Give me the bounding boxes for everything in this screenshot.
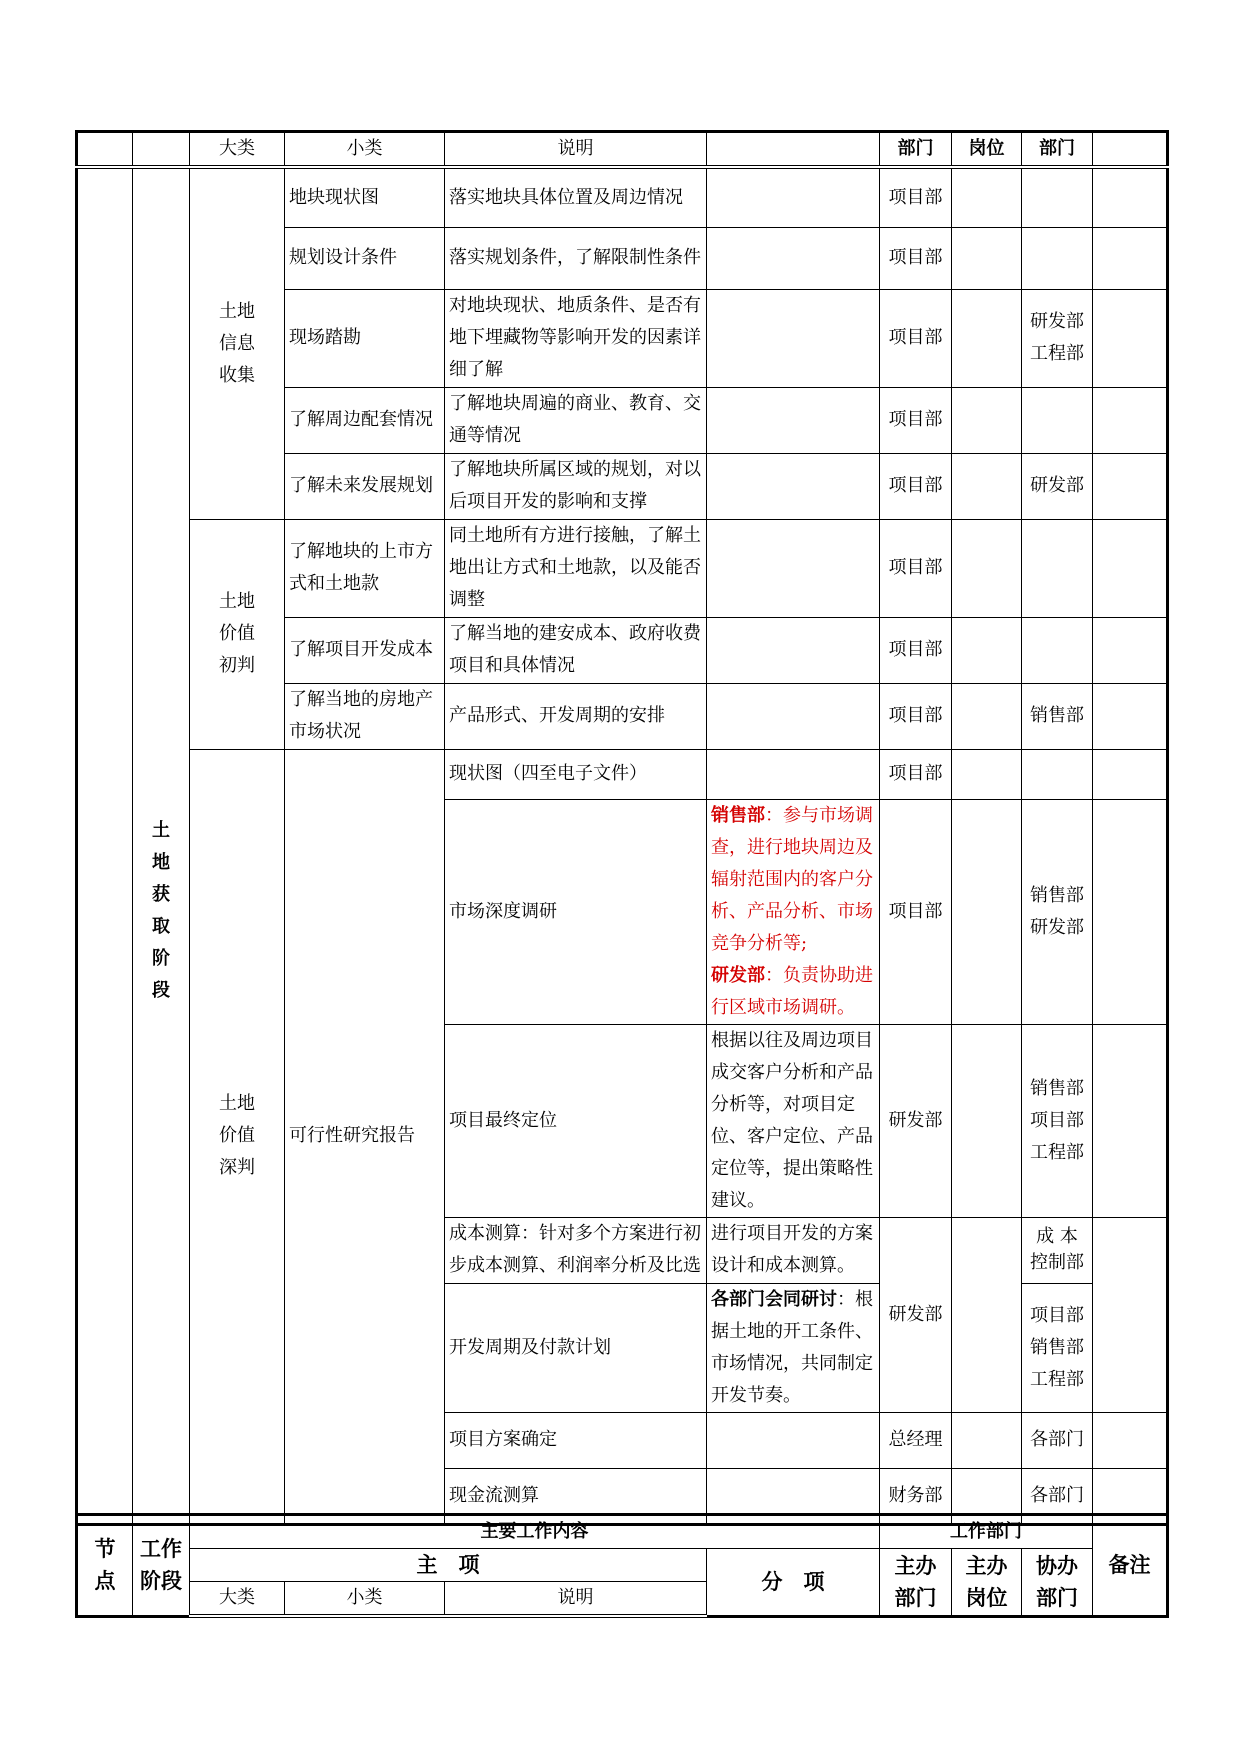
lead-post — [952, 1024, 1022, 1217]
lead-dept: 项目部 — [880, 683, 952, 749]
description: 了解地块所属区域的规划，对以后项目开发的影响和支撑 — [445, 453, 707, 519]
category-info-collect: 土地 信息 收集 — [190, 167, 285, 519]
lead-dept: 研发部 — [880, 1024, 952, 1217]
header-main-item: 主 项 — [190, 1549, 707, 1582]
header-minor: 小类 — [285, 1582, 445, 1617]
lead-post — [952, 683, 1022, 749]
lead-post — [952, 617, 1022, 683]
category-value-initial: 土地 价值 初判 — [190, 519, 285, 749]
description: 项目最终定位 — [445, 1024, 707, 1217]
table-row — [77, 167, 1168, 227]
description: 落实地块具体位置及周边情况 — [445, 167, 707, 227]
table-row — [77, 519, 1168, 617]
description: 了解地块周遍的商业、教育、交通等情况 — [445, 387, 707, 453]
lead-dept: 项目部 — [880, 519, 952, 617]
lead-post — [952, 453, 1022, 519]
note-text: ：根据土地的开工条件、市场情况，共同制定开发节奏。 — [711, 1288, 873, 1406]
sub-detail — [707, 749, 880, 799]
lead-post — [952, 799, 1022, 1024]
description: 了解当地的建安成本、政府收费项目和具体情况 — [445, 617, 707, 683]
assist-dept: 研发部 — [1022, 453, 1093, 519]
sub-detail: 进行项目开发的方案设计和成本测算。 — [707, 1217, 880, 1283]
remark — [1093, 617, 1168, 683]
node-cell — [77, 167, 133, 1524]
header-assist-dept: 协办 部门 — [1022, 1549, 1093, 1617]
sub-item: 了解项目开发成本 — [285, 617, 445, 683]
header-lead-post: 主办 岗位 — [952, 1549, 1022, 1617]
sub-detail — [707, 289, 880, 387]
lead-post — [952, 1217, 1022, 1412]
assist-dept — [1022, 227, 1093, 289]
lead-dept: 项目部 — [880, 617, 952, 683]
stage-cell — [133, 167, 190, 1524]
description: 市场深度调研 — [445, 799, 707, 1024]
sub-detail — [707, 617, 880, 683]
sub-detail — [707, 799, 880, 1024]
sub-item-feasibility: 可行性研究报告 — [285, 749, 445, 1524]
header-node — [77, 132, 133, 168]
sub-item: 了解周边配套情况 — [285, 387, 445, 453]
lead-dept: 项目部 — [880, 227, 952, 289]
assist-dept: 销售部 研发部 — [1022, 799, 1093, 1024]
lead-dept: 财务部 — [880, 1468, 952, 1524]
header-stage — [133, 132, 190, 168]
header-main-content: 主要工作内容 — [190, 1515, 880, 1549]
assist-dept: 销售部 — [1022, 683, 1093, 749]
header-stage: 工作 阶段 — [133, 1515, 190, 1617]
header-desc: 说明 — [445, 132, 707, 168]
header-lead-post: 岗位 — [952, 132, 1022, 168]
header-sub-item — [707, 132, 880, 168]
lead-post — [952, 387, 1022, 453]
lead-dept: 总经理 — [880, 1412, 952, 1468]
sub-item: 了解地块的上市方式和土地款 — [285, 519, 445, 617]
remark — [1093, 387, 1168, 453]
header-lead-dept: 主办 部门 — [880, 1549, 952, 1617]
description: 产品形式、开发周期的安排 — [445, 683, 707, 749]
note-text: ：参与市场调查，进行地块周边及辐射范围内的客户分析、产品分析、市场竞争分析等; — [711, 804, 873, 954]
lead-dept: 研发部 — [880, 1217, 952, 1412]
description: 现金流测算 — [445, 1468, 707, 1524]
sub-detail: 根据以往及周边项目成交客户分析和产品分析等，对项目定位、客户定位、产品定位等，提出策略性建议。 — [707, 1024, 880, 1217]
header-table — [75, 1513, 1169, 1618]
header-work-dept: 工作部门 — [880, 1515, 1093, 1549]
description: 对地块现状、地质条件、是否有地下埋藏物等影响开发的因素详细了解 — [445, 289, 707, 387]
remark — [1093, 683, 1168, 749]
assist-dept: 研发部 工程部 — [1022, 289, 1093, 387]
lead-post — [952, 1412, 1022, 1468]
remark — [1093, 1412, 1168, 1468]
header-row — [77, 1549, 1168, 1582]
header-major: 大类 — [190, 1582, 285, 1617]
sub-detail — [707, 519, 880, 617]
header-major: 大类 — [190, 132, 285, 168]
sub-detail — [707, 167, 880, 227]
table-header-row — [77, 132, 1168, 168]
stage-label: 土地获取阶段 — [152, 819, 170, 1001]
sub-detail — [707, 1412, 880, 1468]
remark — [1093, 799, 1168, 1024]
remark — [1093, 519, 1168, 617]
header-lead-dept: 部门 — [880, 132, 952, 168]
sub-detail — [707, 453, 880, 519]
description: 项目方案确定 — [445, 1412, 707, 1468]
assist-dept — [1022, 387, 1093, 453]
lead-post — [952, 519, 1022, 617]
note-text: ：负责协助进行区域市场调研。 — [711, 964, 873, 1018]
description: 现状图（四至电子文件） — [445, 749, 707, 799]
note-dept-rd: 研发部 — [711, 964, 765, 986]
assist-dept — [1022, 167, 1093, 227]
remark — [1093, 227, 1168, 289]
remark — [1093, 1024, 1168, 1217]
assist-dept: 销售部 项目部 工程部 — [1022, 1024, 1093, 1217]
description: 开发周期及付款计划 — [445, 1283, 707, 1412]
lead-dept: 项目部 — [880, 749, 952, 799]
description: 同土地所有方进行接触，了解土地出让方式和土地款，以及能否调整 — [445, 519, 707, 617]
assist-dept: 各部门 — [1022, 1468, 1093, 1524]
header-assist-dept: 部门 — [1022, 132, 1093, 168]
sub-detail — [707, 227, 880, 289]
work-plan-table — [75, 130, 1169, 1526]
header-remark: 备注 — [1093, 1515, 1168, 1617]
header-node: 节 点 — [77, 1515, 133, 1617]
sub-item: 规划设计条件 — [285, 227, 445, 289]
lead-post — [952, 227, 1022, 289]
assist-dept — [1022, 617, 1093, 683]
note-all-depts: 各部门会同研讨 — [711, 1288, 837, 1310]
sub-detail — [707, 683, 880, 749]
header-minor: 小类 — [285, 132, 445, 168]
remark — [1093, 289, 1168, 387]
description: 成本测算：针对多个方案进行初步成本测算、利润率分析及比选 — [445, 1217, 707, 1283]
remark — [1093, 749, 1168, 799]
header-remark — [1093, 132, 1168, 168]
remark — [1093, 167, 1168, 227]
header-desc: 说明 — [445, 1582, 707, 1617]
description: 落实规划条件，了解限制性条件 — [445, 227, 707, 289]
lead-post — [952, 289, 1022, 387]
assist-dept — [1022, 749, 1093, 799]
assist-dept: 各部门 — [1022, 1412, 1093, 1468]
lead-dept: 项目部 — [880, 453, 952, 519]
remark — [1093, 1217, 1168, 1412]
remark — [1093, 453, 1168, 519]
sub-detail — [707, 387, 880, 453]
header-sub-item: 分 项 — [707, 1549, 880, 1617]
lead-dept: 项目部 — [880, 387, 952, 453]
lead-dept: 项目部 — [880, 167, 952, 227]
table-row — [77, 749, 1168, 799]
header-row — [77, 1515, 1168, 1549]
assist-dept: 项目部 销售部 工程部 — [1022, 1283, 1093, 1412]
sub-item: 了解未来发展规划 — [285, 453, 445, 519]
note-dept-sales: 销售部 — [711, 804, 765, 826]
sub-detail — [707, 1283, 880, 1412]
lead-dept: 项目部 — [880, 289, 952, 387]
lead-post — [952, 749, 1022, 799]
sub-item: 地块现状图 — [285, 167, 445, 227]
category-value-deep: 土地 价值 深判 — [190, 749, 285, 1524]
assist-dept: 成 本 控制部 — [1022, 1217, 1093, 1283]
lead-dept: 项目部 — [880, 799, 952, 1024]
sub-item: 了解当地的房地产市场状况 — [285, 683, 445, 749]
lead-post — [952, 167, 1022, 227]
assist-dept — [1022, 519, 1093, 617]
sub-item: 现场踏勘 — [285, 289, 445, 387]
